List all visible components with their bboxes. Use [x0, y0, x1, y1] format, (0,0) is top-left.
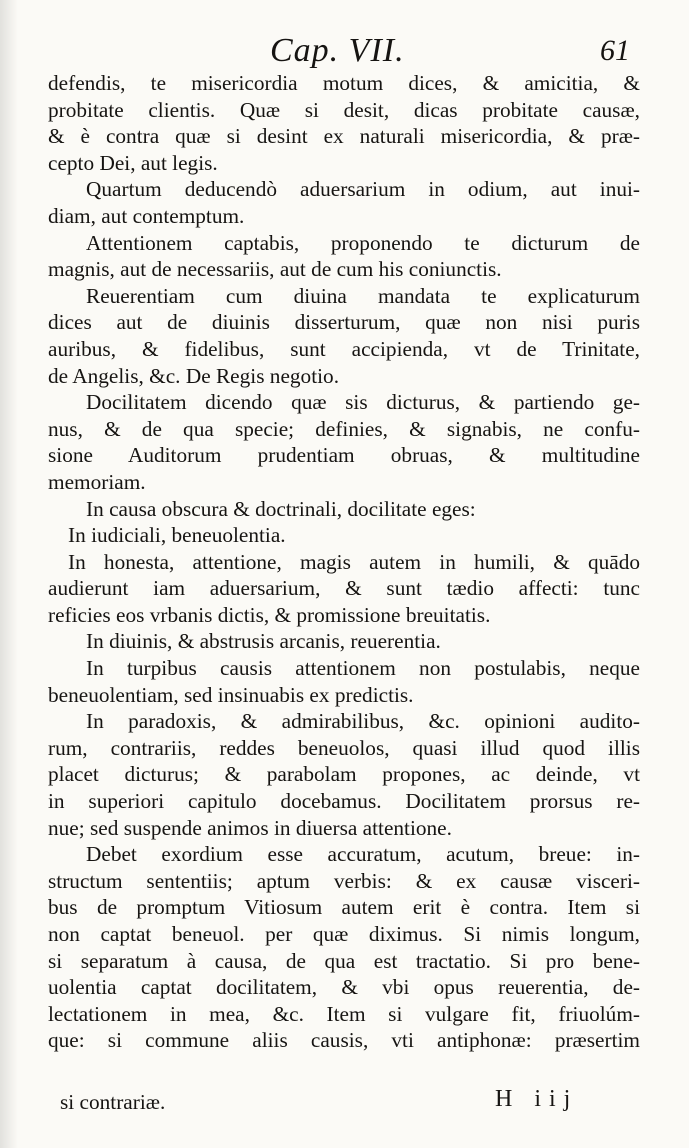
running-head: Cap. VII.: [270, 32, 405, 69]
signature-mark: H iij: [495, 1086, 579, 1112]
text-line: Quartum deducendò aduersarium in odium, aut inui-: [86, 177, 640, 202]
text-line: auribus, & fidelibus, sunt accipienda, vt de Trinitate,: [48, 336, 640, 361]
text-line: In iudiciali, beneuolentia.: [68, 523, 286, 548]
text-line: in superiori capitulo docebamus. Docilitatem prorsus re-: [48, 789, 640, 814]
text-line: lectationem in mea, &c. Item si vulgare fit, friuolúm-: [48, 1001, 640, 1026]
text-line: nus, & de qua specie; definies, & signabis, ne confu-: [48, 416, 640, 441]
text-line: magnis, aut de necessariis, aut de cum his coniunctis.: [48, 257, 502, 282]
text-line: Debet exordium esse accuratum, acutum, breue: in-: [86, 842, 640, 867]
page-gutter-shadow: [0, 0, 18, 1148]
text-line: Reuerentiam cum diuina mandata te explicaturum: [86, 283, 640, 308]
text-line: Attentionem captabis, proponendo te dicturum de: [86, 230, 640, 255]
final-text-line: si contrariæ.: [60, 1090, 166, 1114]
page-number: 61: [600, 34, 630, 67]
text-line: defendis, te misericordia motum dices, & amicitia, &: [48, 71, 640, 95]
text-line: cepto Dei, aut legis.: [48, 150, 218, 175]
body-text: [48, 70, 640, 1054]
text-line: beneuolentiam, sed insinuabis ex predictis.: [48, 682, 414, 707]
text-line: reficies eos vrbanis dictis, & promissione breuitatis.: [48, 602, 491, 627]
text-line: rum, contrariis, reddes beneuolos, quasi illud quod illis: [48, 735, 640, 760]
text-line: In paradoxis, & admirabilibus, &c. opinioni audito-: [86, 709, 640, 734]
text-line: que: si commune aliis causis, vti antiphonæ: præsertim: [48, 1028, 640, 1053]
text-line: structum sententiis; aptum verbis: & ex causæ visceri-: [48, 868, 640, 893]
text-line: placet dicturus; & parabolam propones, ac deinde, vt: [48, 762, 640, 787]
text-line: diam, aut contemptum.: [48, 203, 245, 228]
text-line: memoriam.: [48, 469, 146, 494]
text-line: sione Auditorum prudentiam obruas, & multitudine: [48, 443, 640, 468]
text-line: de Angelis, &c. De Regis negotio.: [48, 363, 340, 388]
text-line: In causa obscura & doctrinali, docilitate eges:: [86, 496, 476, 521]
text-line: si separatum à causa, de qua est tractatio. Si pro bene-: [48, 948, 640, 973]
text-line: dices aut de diuinis disserturum, quæ non nisi puris: [48, 310, 640, 335]
text-line: uolentia captat docilitatem, & vbi opus reuerentia, de-: [48, 975, 640, 1000]
text-line: audierunt iam aduersarium, & sunt tædio affecti: tunc: [48, 576, 640, 601]
page-header: [0, 28, 689, 72]
text-line: probitate clientis. Quæ si desit, dicas probitate causæ,: [48, 97, 640, 122]
text-line: nue; sed suspende animos in diuersa attentione.: [48, 815, 452, 840]
text-line: bus de promptum Vitiosum autem erit è contra. Item si: [48, 895, 640, 920]
text-line: non captat beneuol. per quæ diximus. Si nimis longum,: [48, 922, 640, 946]
text-line: & è contra quæ si desint ex naturali misericordia, & præ-: [48, 124, 640, 149]
text-line: Docilitatem dicendo quæ sis dicturus, & partiendo ge-: [86, 390, 640, 415]
text-line: In diuinis, & abstrusis arcanis, reuerentia.: [86, 629, 441, 654]
text-line: In turpibus causis attentionem non postulabis, neque: [86, 656, 640, 681]
text-line: In honesta, attentione, magis autem in humili, & quādo: [68, 549, 640, 574]
